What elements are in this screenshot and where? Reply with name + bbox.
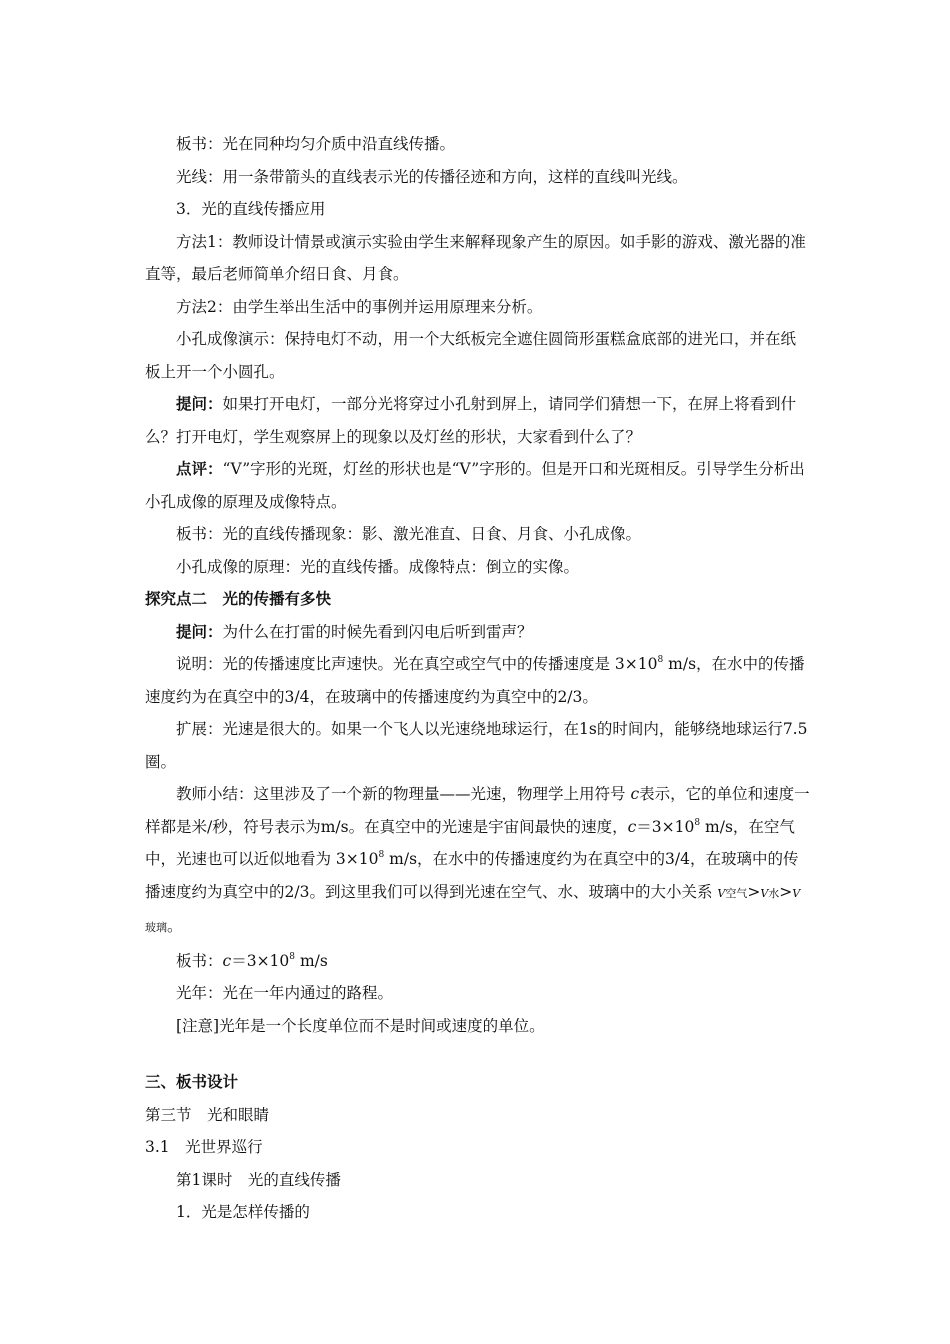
paragraph-method-2: 方法2：由学生举出生活中的事例并运用原理来分析。 xyxy=(176,297,543,316)
explain-text-a: 说明：光的传播速度比声速快。光在真空或空气中的传播速度是 3×10 xyxy=(176,655,658,673)
paragraph-board-speed xyxy=(145,945,811,978)
board-label: 板书： xyxy=(176,951,223,970)
paragraph-explanation xyxy=(145,648,811,713)
board-text: ＝3×10 xyxy=(231,951,290,970)
paragraph-pinhole-principle: 小孔成像的原理：光的直线传播。成像特点：倒立的实像。 xyxy=(176,557,580,576)
board-unit: m/s xyxy=(295,951,328,970)
greater-than-1: > xyxy=(747,882,761,901)
paragraph-pinhole-demo: 小孔成像演示：保持电灯不动，用一个大纸板完全遮住圆筒形蛋糕盒底部的进光口，并在纸板上开一个小圆孔。 xyxy=(145,330,797,381)
symbol-c-2: c xyxy=(627,817,637,836)
question2-label: 提问： xyxy=(176,621,223,641)
board-symbol-c: c xyxy=(222,951,232,970)
v-water-symbol: V xyxy=(760,886,769,900)
document-body xyxy=(145,128,811,1229)
paragraph-light-ray: 光线：用一条带箭头的直线表示光的传播径迹和方向，这样的直线叫光线。 xyxy=(176,167,688,186)
board-design-line-2: 3.1 光世界巡行 xyxy=(145,1138,263,1156)
summary-end: 。 xyxy=(167,917,183,935)
summary-text-a: 教师小结：这里涉及了一个新的物理量——光速，物理学上用符号 xyxy=(176,785,626,803)
paragraph-question-1 xyxy=(145,388,811,453)
paragraph-question-2 xyxy=(145,616,811,649)
explain-exponent: 8 xyxy=(657,655,664,665)
v-glass-subscript: 玻璃 xyxy=(145,921,167,934)
board-design-line-1: 第三节 光和眼睛 xyxy=(145,1105,270,1124)
paragraph-board-2: 板书：光的直线传播现象：影、激光准直、日食、月食、小孔成像。 xyxy=(176,525,642,543)
comment-label: 点评： xyxy=(176,459,223,478)
paragraph-note: [注意]光年是一个长度单位而不是时间或速度的单位。 xyxy=(176,1016,545,1035)
section-heading-speed: 探究点二 光的传播有多快 xyxy=(145,589,332,608)
explain-text-b: m/s，在水中的传播速度约为在真空中的3/4，在玻璃中的传播速度约为真空中的2/3。 xyxy=(145,655,805,706)
board-exponent: 8 xyxy=(289,951,296,962)
symbol-c: c xyxy=(630,785,640,803)
comment-text: “V”字形的光斑，灯丝的形状也是“V”字形的。但是开口和光斑相反。引导学生分析出小孔成像的原理及成像特点。 xyxy=(145,460,805,511)
paragraph-extension: 扩展：光速是很大的。如果一个飞人以光速绕地球运行，在1s的时间内，能够绕地球运行7.5圈。 xyxy=(145,720,808,771)
question2-text: 为什么在打雷的时候先看到闪电后听到雷声？ xyxy=(222,622,533,641)
paragraph-teacher-summary xyxy=(145,778,811,945)
subheading-application: 3．光的直线传播应用 xyxy=(176,200,326,218)
board-design-line-3: 第1课时 光的直线传播 xyxy=(176,1170,341,1189)
v-air-subscript: 空气 xyxy=(725,886,748,900)
summary-text-b: 表示，它的单位和速度一样都是米/秒，符号表示为m/s。在真空中的光速是宇宙间最快的速度， xyxy=(145,785,810,836)
v-water-subscript: 水 xyxy=(768,886,780,900)
summary-text-f: m/s，在水中的传播速度约为在真空中的3/4，在玻璃中的传播速度约为真空中的2/3。到这里我们可以得到光速在空气、水、玻璃中的大小关系 xyxy=(145,850,799,901)
summary-exponent-2: 8 xyxy=(378,850,385,860)
section-heading-board-design: 三、板书设计 xyxy=(145,1072,239,1091)
summary-text-d: ＝3×10 xyxy=(636,817,695,836)
summary-text-e: m/s，在空气中，光速也可以近似地看为 3×10 xyxy=(145,817,795,868)
v-air-symbol: V xyxy=(717,886,726,900)
v-glass-symbol: V xyxy=(792,886,801,900)
summary-exponent-1: 8 xyxy=(694,817,701,828)
paragraph-comment xyxy=(145,453,811,518)
paragraph-method-1: 方法1：教师设计情景或演示实验由学生来解释现象产生的原因。如手影的游戏、激光器的准直等，最后老师简单介绍日食、月食。 xyxy=(145,232,806,283)
paragraph-board-1: 板书：光在同种均匀介质中沿直线传播。 xyxy=(176,135,456,153)
question-label: 提问： xyxy=(176,394,223,413)
greater-than-2: > xyxy=(779,882,793,901)
board-design-line-4: 1．光是怎样传播的 xyxy=(176,1203,310,1221)
question-text: 如果打开电灯，一部分光将穿过小孔射到屏上，请同学们猜想一下，在屏上将看到什么？打开电灯，学生观察屏上的现象以及灯丝的形状，大家看到什么了？ xyxy=(145,395,797,446)
paragraph-light-year: 光年：光在一年内通过的路程。 xyxy=(176,984,394,1002)
